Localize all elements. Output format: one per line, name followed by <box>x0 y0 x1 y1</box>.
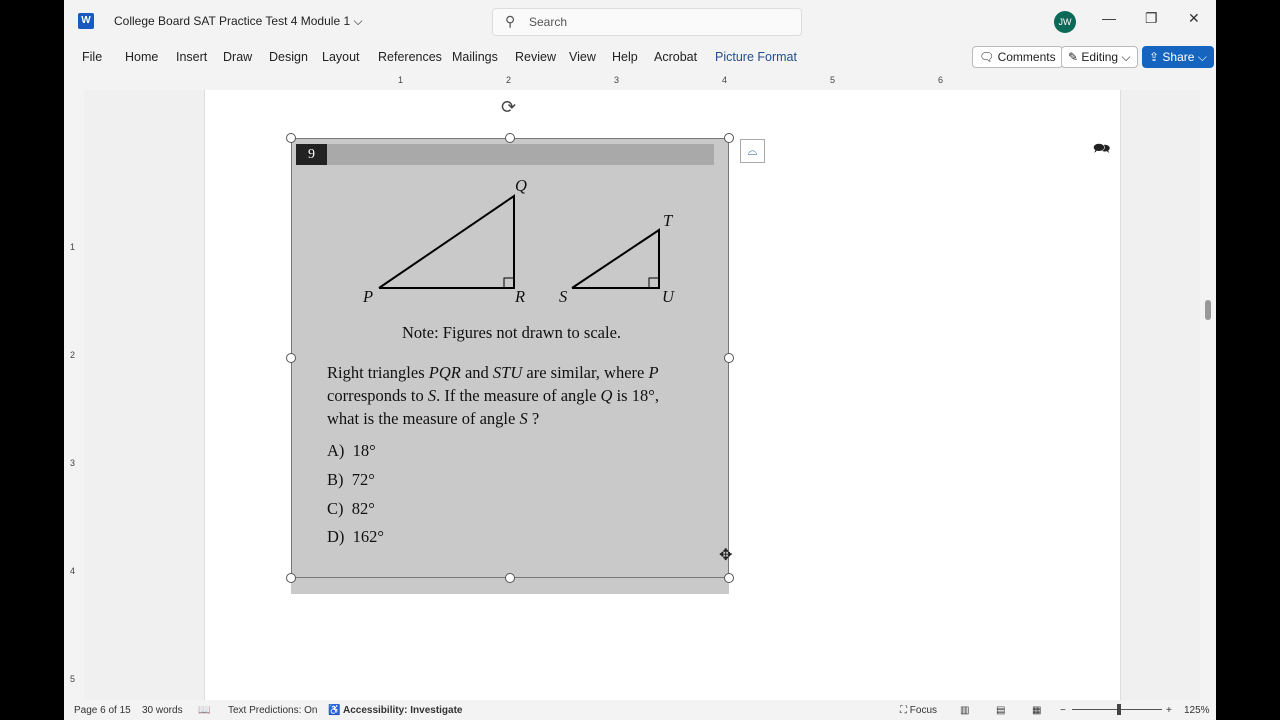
tab-draw[interactable]: Draw <box>223 50 253 64</box>
share-button[interactable]: ⇪ Share ⌵ <box>1142 46 1214 68</box>
title-text: College Board SAT Practice Test 4 Module 1 <box>114 14 351 28</box>
comments-button[interactable] <box>972 46 1063 68</box>
minimize-button[interactable]: — <box>1102 10 1116 26</box>
search-input[interactable] <box>492 8 802 36</box>
restore-button[interactable]: ❐ <box>1145 10 1158 26</box>
selection-frame[interactable] <box>291 138 729 578</box>
status-bar <box>64 700 1216 720</box>
move-cursor-icon: ✥ <box>719 547 733 564</box>
choice-a: A) 18° <box>327 441 376 460</box>
zoom-out-button[interactable]: − <box>1060 705 1066 716</box>
tab-review[interactable]: Review <box>515 50 556 64</box>
print-layout-icon[interactable]: ▤ <box>996 705 1006 716</box>
page-count[interactable]: Page 6 of 15 <box>74 705 131 716</box>
avatar[interactable]: JW <box>1054 11 1076 33</box>
editing-label: Editing <box>1081 50 1119 64</box>
zoom-in-button[interactable]: + <box>1166 705 1172 716</box>
zoom-slider-thumb[interactable] <box>1117 704 1121 715</box>
question-stem: Right triangles PQR and STU are similar, where P corresponds to S. If the measure of angle Q is 18°, what is the measure of angle S ? <box>327 363 659 428</box>
question-number: 9 <box>296 144 327 165</box>
pencil-icon: ✎ <box>1068 50 1079 64</box>
label-u: U <box>662 287 674 306</box>
layout-options-icon[interactable]: ⌓ <box>740 139 765 163</box>
label-t: T <box>663 211 673 230</box>
search-icon: ⚲ <box>505 13 516 29</box>
ruler-label: 4 <box>70 566 76 576</box>
tab-layout[interactable]: Layout <box>322 50 360 64</box>
label-s: S <box>559 287 568 306</box>
share-label: Share <box>1162 50 1195 64</box>
zoom-level[interactable]: 125% <box>1184 705 1210 716</box>
comment-icon: 🗨 <box>979 50 995 64</box>
search-placeholder: Search <box>529 15 568 29</box>
horizontal-ruler[interactable] <box>84 72 1196 90</box>
ruler-label: 1 <box>70 242 76 252</box>
tab-picture-format[interactable]: Picture Format <box>715 50 797 64</box>
ruler-label: 1 <box>398 75 404 85</box>
label-p: P <box>363 287 374 306</box>
word-logo-icon: W <box>78 13 94 29</box>
tab-mailings[interactable]: Mailings <box>452 50 498 64</box>
resize-handle[interactable] <box>724 133 734 143</box>
choice-b: B) 72° <box>327 470 375 489</box>
resize-handle[interactable] <box>505 573 515 583</box>
scrollbar-thumb[interactable] <box>1205 300 1211 320</box>
tab-view[interactable]: View <box>569 50 596 64</box>
word-count[interactable]: 30 words <box>142 705 183 716</box>
tab-design[interactable]: Design <box>269 50 308 64</box>
resize-handle[interactable] <box>286 353 296 363</box>
ruler-label: 3 <box>70 458 76 468</box>
tab-help[interactable]: Help <box>612 50 638 64</box>
comments-label: Comments <box>997 50 1056 64</box>
accessibility-status[interactable]: Accessibility: Investigate <box>343 705 463 716</box>
share-icon: ⇪ <box>1149 50 1160 64</box>
ruler-label: 5 <box>70 674 76 684</box>
tab-file[interactable]: File <box>82 50 103 64</box>
focus-label: Focus <box>909 705 938 716</box>
resize-handle[interactable] <box>724 353 734 363</box>
tab-acrobat[interactable]: Acrobat <box>654 50 698 64</box>
vertical-ruler <box>64 90 84 700</box>
resize-handle[interactable] <box>286 573 296 583</box>
label-q: Q <box>515 176 527 195</box>
resize-handle[interactable] <box>505 133 515 143</box>
ruler-label: 3 <box>614 75 620 85</box>
title-bar <box>64 0 1216 42</box>
web-layout-icon[interactable]: ▦ <box>1032 705 1042 716</box>
ruler-label: 6 <box>938 75 944 85</box>
document-title[interactable]: College Board SAT Practice Test 4 Module 1 ⌵ <box>114 14 363 28</box>
resize-handle[interactable] <box>286 133 296 143</box>
label-r: R <box>515 287 526 306</box>
choice-c: C) 82° <box>327 499 375 518</box>
accessibility-icon: ♿ <box>328 705 341 716</box>
choice-d: D) 162° <box>327 527 385 546</box>
editing-button[interactable]: ✎ Editing ⌵ <box>1061 46 1138 68</box>
close-button[interactable]: ✕ <box>1188 10 1200 26</box>
focus-button[interactable]: ⛶ Focus <box>900 705 938 716</box>
read-mode-icon[interactable]: ▥ <box>960 705 970 716</box>
tab-insert[interactable]: Insert <box>176 50 208 64</box>
ruler-label: 2 <box>70 350 76 360</box>
proofing-icon[interactable]: 📖 <box>198 705 211 716</box>
tab-home[interactable]: Home <box>125 50 159 64</box>
vertical-scrollbar[interactable] <box>1200 90 1216 700</box>
ruler-label: 5 <box>830 75 836 85</box>
figure-note: Note: Figures not drawn to scale. <box>402 323 622 342</box>
tab-references[interactable]: References <box>378 50 442 64</box>
ruler-label: 2 <box>506 75 512 85</box>
rotate-handle-icon[interactable]: ⟳ <box>501 97 517 117</box>
text-predictions[interactable]: Text Predictions: On <box>228 705 318 716</box>
resize-handle[interactable] <box>724 573 734 583</box>
new-comment-icon[interactable]: 🗪 <box>1093 140 1111 156</box>
ruler-label: 4 <box>722 75 728 85</box>
